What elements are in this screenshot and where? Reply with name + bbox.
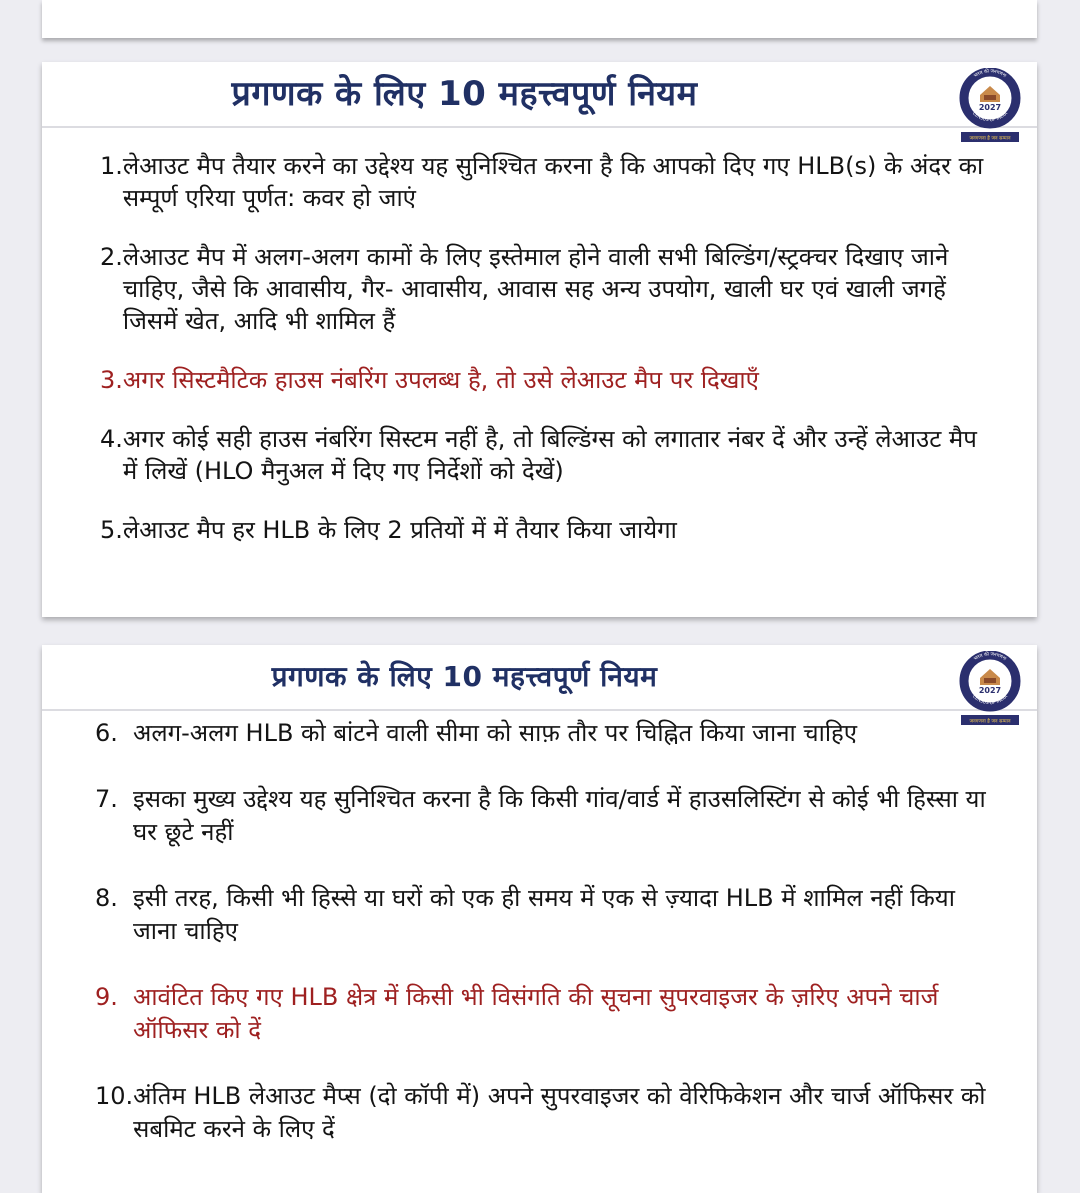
rule-text: लेआउट मैप हर HLB के लिए 2 प्रतियों में में तैयार किया जायेगा [122,516,677,544]
rule-item [95,783,989,849]
rule-text: आवंटित किए गए HLB क्षेत्र में किसी भी विसंगति की सूचना सुपरवाइजर के ज़रिए अपने चार्ज ऑफिसर को दें [133,983,939,1044]
rule-item [100,364,989,396]
logo-banner-text: जनगणना है जन सम्मान [969,136,1011,142]
rule-text: अंतिम HLB लेआउट मैप्स (दो कॉपी में) अपने सुपरवाइजर को वेरिफिकेशन और चार्ज ऑफिसर को सबमिट करने के लिए दें [133,1082,986,1143]
census-logo-icon [957,68,1023,144]
rule-text: इसका मुख्य उद्देश्य यह सुनिश्चित करना है कि किसी गांव/वार्ड में हाउसलिस्टिंग से कोई भी हिस्सा या घर छूटे नहीं [133,785,986,846]
logo-year: 2027 [978,103,1002,112]
rule-text: अलग-अलग HLB को बांटने वाली सीमा को साफ़ तौर पर चिह्नित किया जाना चाहिए [133,719,858,747]
rule-text: इसी तरह, किसी भी हिस्से या घरों को एक ही समय में एक से ज़्यादा HLB में शामिल नहीं किया जाना चाहिए [133,884,955,945]
slide-2-header [42,645,1037,725]
logo-arc-bottom-text: CENSUS OF INDIA [971,694,1009,707]
rule-number: 10. [95,1082,134,1110]
slide-1-title: प्रगणक के लिए 10 महत्त्वपूर्ण नियम [231,74,698,114]
logo-arc-top-text: भारत की जनगणना [973,652,1007,663]
rule-item [100,423,989,487]
rule-item [100,241,989,337]
rule-item [95,981,989,1047]
rule-number: 4. [100,425,123,453]
slide-2 [42,645,1037,1193]
logo-arc-bottom-text: CENSUS OF INDIA [971,111,1009,124]
rule-number: 8. [95,884,118,912]
rule-text: लेआउट मैप में अलग-अलग कामों के लिए इस्तेमाल होने वाली सभी बिल्डिंग/स्ट्रक्चर दिखाए जाने चाहिए, जैसे कि आवासीय, गैर- आवासीय, आवास सह अन्य उपयोग, खाली घर एवं खाली जगहें जिसमें खेत, आदि भी शामिल हैं [122,243,949,335]
rule-item [100,150,989,214]
rule-number: 6. [95,719,118,747]
logo-year: 2027 [978,686,1002,695]
census-logo-icon [957,651,1023,727]
census-of-india-logo [957,651,1023,727]
rule-text: अगर कोई सही हाउस नंबरिंग सिस्टम नहीं है, तो बिल्डिंग्स को लगातार नंबर दें और उन्हें लेआउट मैप में लिखें (HLO मैनुअल में दिए गए निर्देशों को देखें) [122,425,977,485]
rules-list-slide-1 [42,128,1037,546]
rule-number: 7. [95,785,118,813]
slide-1-header [42,62,1037,142]
logo-banner-text: जनगणना है जन सम्मान [969,719,1011,725]
rule-item [95,1080,989,1146]
rule-item [95,882,989,948]
logo-arc-top-text: भारत की जनगणना [973,69,1007,80]
slide-2-title: प्रगणक के लिए 10 महत्त्वपूर्ण नियम [271,660,658,693]
previous-slide-bottom-edge [42,0,1037,38]
rule-item [100,514,989,546]
rules-list-slide-2 [42,711,1037,1146]
rule-item [95,717,989,750]
rule-number: 3. [100,366,123,394]
rule-number: 5. [100,516,123,544]
slide-1 [42,62,1037,617]
rule-number: 9. [95,983,118,1011]
census-of-india-logo [957,68,1023,144]
rule-text: अगर सिस्टमैटिक हाउस नंबरिंग उपलब्ध है, तो उसे लेआउट मैप पर दिखाएँ [122,366,759,394]
rule-number: 2. [100,243,123,271]
rule-number: 1. [100,152,123,180]
rule-text: लेआउट मैप तैयार करने का उद्देश्य यह सुनिश्चित करना है कि आपको दिए गए HLB(s) के अंदर का सम्पूर्ण एरिया पूर्णत: कवर हो जाएं [122,152,984,212]
